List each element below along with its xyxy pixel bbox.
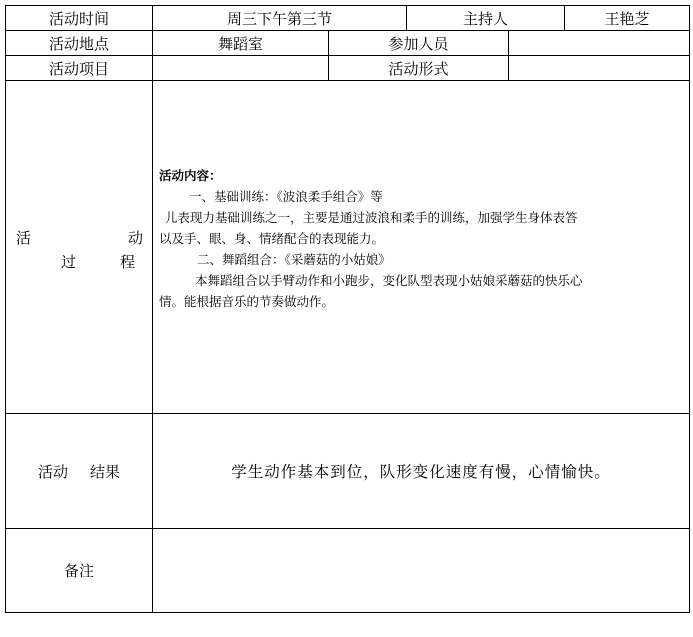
notes-value — [152, 528, 690, 613]
activity-item-label: 活动项目 — [5, 55, 153, 81]
participants-label: 参加人员 — [328, 30, 509, 56]
host-value: 王艳芝 — [564, 5, 690, 31]
process-label-char: 过 — [61, 253, 77, 271]
notes-label: 备注 — [5, 528, 153, 613]
process-label-char: 动 — [128, 229, 144, 247]
activity-result-value: 学生动作基本到位，队形变化速度有慢，心情愉快。 — [152, 413, 690, 529]
content-heading: 活动内容： — [159, 168, 222, 183]
activity-time-label: 活动时间 — [5, 5, 153, 31]
process-label-char: 活 — [16, 229, 32, 247]
activity-item-value — [152, 55, 329, 81]
activity-form-label: 活动形式 — [328, 55, 509, 81]
activity-process-label — [5, 80, 153, 414]
content-line: 以及手、眼、身、情绪配合的表现能力。 — [159, 231, 385, 246]
content-line: 一、基础训练：《波浪柔手组合》等 — [189, 189, 383, 204]
result-label-part: 结果 — [90, 462, 121, 481]
content-line: 儿表现力基础训练之一，主要是通过波浪和柔手的训练，加强学生身体表答 — [165, 210, 578, 225]
content-line: 本舞蹈组合以手臂动作和小跑步，变化队型表现小姑娘采蘑菇的快乐心 — [195, 273, 583, 288]
process-label-char: 程 — [120, 253, 136, 271]
activity-result-label — [5, 413, 153, 529]
participants-value — [508, 30, 690, 56]
activity-time-value: 周三下午第三节 — [152, 5, 407, 31]
activity-content — [152, 80, 690, 414]
content-line: 情。能根据音乐的节奏做动作。 — [159, 294, 335, 309]
result-label-part: 活动 — [37, 462, 68, 481]
activity-place-label: 活动地点 — [5, 30, 153, 56]
activity-place-value: 舞蹈室 — [152, 30, 329, 56]
host-label: 主持人 — [406, 5, 565, 31]
activity-form-value — [508, 55, 690, 81]
content-line: 二、舞蹈组合：《采蘑菇的小姑娘》 — [197, 252, 391, 267]
